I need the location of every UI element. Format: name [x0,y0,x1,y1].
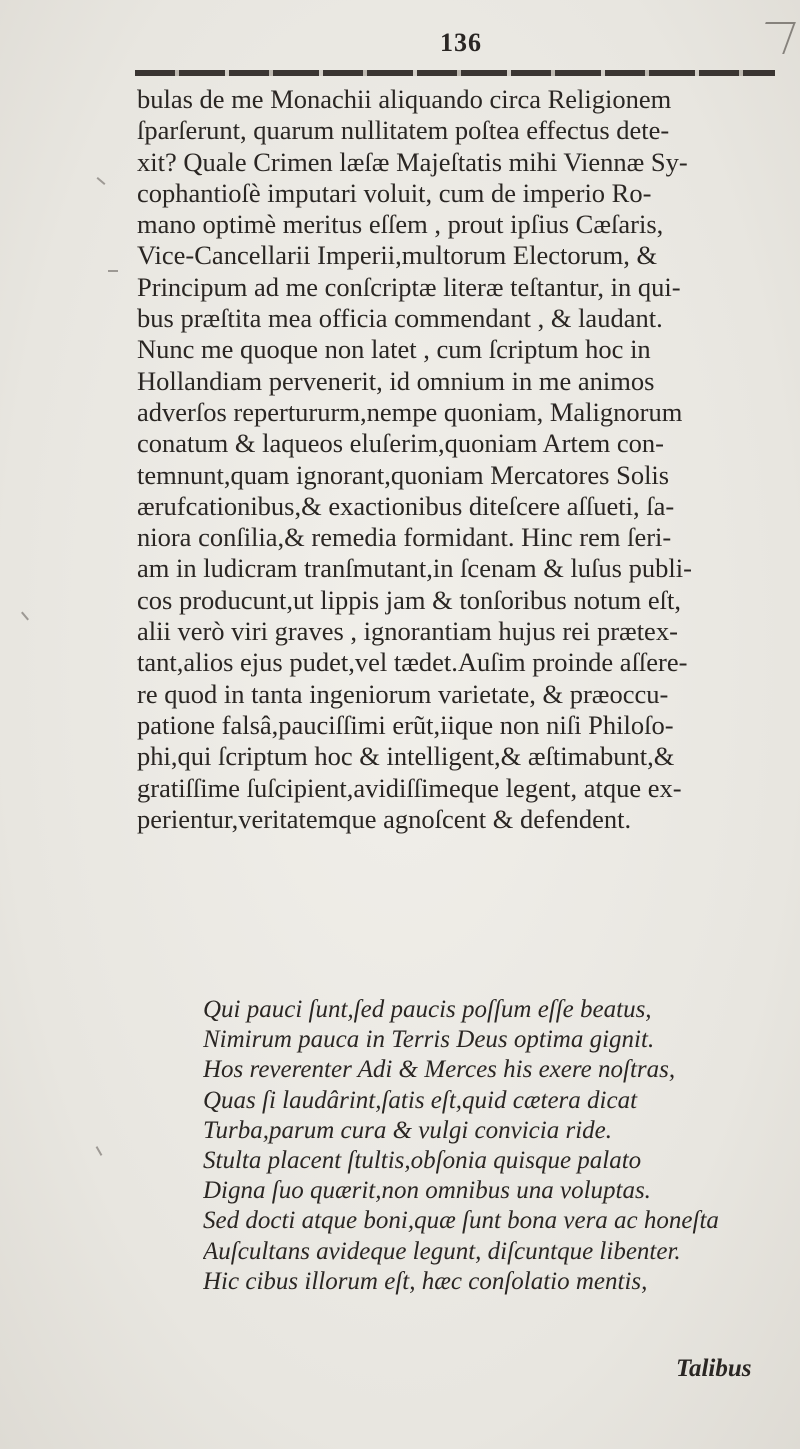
verse-line: Nimirum pauca in Terris Deus optima gignit. [203,1026,655,1054]
prose-line: conatum & laqueos eluſerim,quoniam Artem con- [137,428,664,459]
verse-line: Digna ſuo quærit,non omnibus una voluptas. [203,1177,651,1205]
prose-line: bulas de me Monachii aliquando circa Religionem [137,84,672,114]
verse-line: Hos reverenter Adi & Merces his exere noſtras, [203,1056,676,1084]
verse-line: Sed docti atque boni,quæ ſunt bona vera ac honeſta [203,1207,719,1235]
prose-line: ærufcationibus,& exactionibus diteſcere aſſueti, ſa- [137,490,675,521]
header-rule [135,70,775,76]
prose-line: mano optimè meritus eſſem , prout ipſius Cæſaris, [137,209,664,240]
margin-ink-mark [108,270,118,272]
prose-line: patione falsâ,pauciſſimi erũt,iique non niſi Philoſo- [137,709,674,740]
prose-line: gratiſſime ſuſcipient,avidiſſimeque legent, atque ex- [137,772,682,803]
verse-line: Stulta placent ſtultis,obſonia quisque palato [203,1147,642,1175]
prose-line: cos producunt,ut lippis jam & tonſoribus notum eſt, [137,584,681,615]
prose-line: adverſos repertururm,nempe quoniam, Malignorum [137,396,683,427]
prose-line: re quod in tanta ingeniorum varietate, & præoccu- [137,678,669,709]
margin-ink-mark [21,612,29,621]
catchword: Talibus [676,1355,752,1382]
prose-line: Hollandiam pervenerit, id omnium in me animos [137,365,655,396]
prose-line: niora conſilia,& remedia formidant. Hinc rem ſeri- [137,522,672,553]
verse-line: Turba,parum cura & vulgi convicia ride. [203,1116,612,1144]
prose-line: am in ludicram tranſmutant,in ſcenam & luſus publi- [137,553,692,584]
prose-block [137,84,777,835]
verse-line: Qui pauci ſunt,ſed paucis poſſum eſſe beatus, [203,996,652,1023]
verse-line: Quas ſi laudârint,ſatis eſt,quid cætera dicat [203,1086,638,1114]
prose-line: Principum ad me conſcriptæ literæ teſtantur, in qui- [137,271,681,302]
page-number: 136 [440,28,482,57]
prose-line: temnunt,quam ignorant,quoniam Mercatores Solis [137,459,670,490]
prose-line: Nunc me quoque non latet , cum ſcriptum hoc in [137,334,651,365]
prose-line: cophantioſè imputari voluit, cum de imperio Ro- [137,177,652,208]
corner-ink-mark [754,22,796,54]
margin-ink-mark [96,1146,103,1156]
prose-line: perientur,veritatemque agnoſcent & defendent. [137,803,632,834]
prose-line: Vice-Cancellarii Imperii,multorum Electorum, & [137,240,658,271]
margin-ink-mark [97,177,106,185]
prose-line: ſparſerunt, quarum nullitatem poſtea effectus dete- [137,115,670,146]
prose-line: tant,alios ejus pudet,vel tædet.Auſim proinde aſſere- [137,647,688,678]
prose-line: xit? Quale Crimen læſæ Majeſtatis mihi Viennæ Sy- [137,146,688,177]
prose-line: bus præſtita mea officia commendant , & laudant. [137,303,663,334]
prose-line: phi,qui ſcriptum hoc & intelligent,& æſtimabunt,& [137,741,675,772]
verse-block [203,995,778,1297]
verse-line: Auſcultans avideque legunt, diſcuntque libenter. [203,1237,681,1265]
prose-line: alii verò viri graves , ignorantiam hujus rei prætex- [137,616,678,647]
verse-line: Hic cibus illorum eſt, hæc conſolatio mentis, [203,1267,648,1295]
